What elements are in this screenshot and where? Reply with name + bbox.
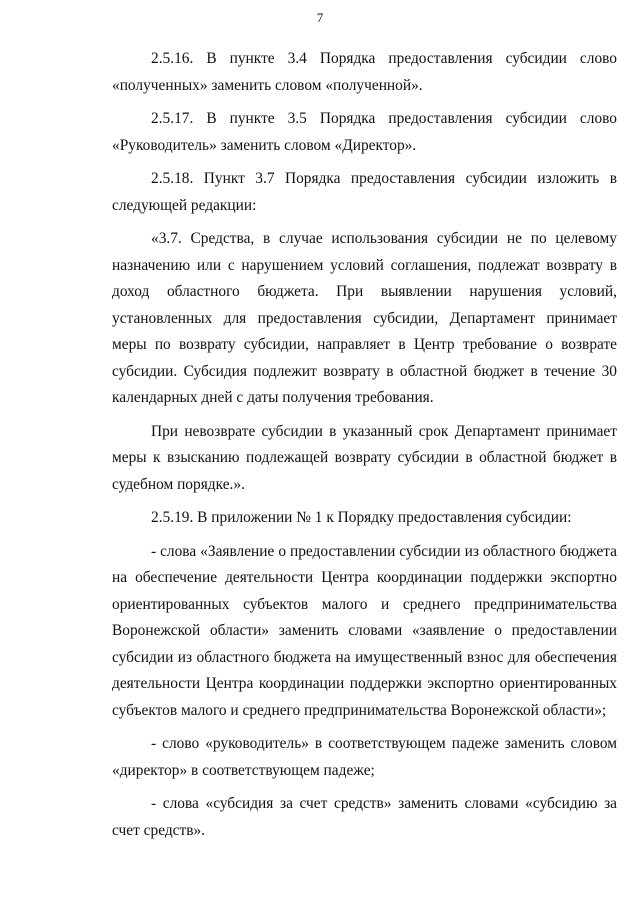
list-item-director-replacement: - слово «руководитель» в соответствующем падеже заменить словом «директор» в соответствующем падеже; (112, 735, 617, 779)
paragraph-3-7-quote: «3.7. Средства, в случае использования субсидии не по целевому назначению или с нарушением условий соглашения, подлежат возврату в доход областного бюджета. При выявлении нарушения условий, установленных для предоставления субсидии, Департамент принимает меры по возврату субсидии, направляет в Центр требование о возврате субсидии. Субсидия подлежит возврату в областной бюджет в течение 30 календарных дней с даты получения требования. (112, 230, 617, 406)
list-item-application-title: - слова «Заявление о предоставлении субсидии из областного бюджета на обеспечение деятельности Центра координации поддержки экспортно ориентированных субъектов малого и среднего предпринимательства Воронежской области» заменить словами «заявление о предоставлении субсидии из областного бюджета на имущественный взнос для обеспечения деятельности Центра координации поддержки экспортно ориентированных субъектов малого и среднего предпринимательства Воронежской области»; (112, 542, 617, 719)
paragraph-2-5-19: 2.5.19. В приложении № 1 к Порядку предоставления субсидии: (151, 509, 572, 526)
paragraph-2-5-18: 2.5.18. Пункт 3.7 Порядка предоставления субсидии изложить в следующей редакции: (112, 170, 617, 214)
paragraph-3-7-continuation: При невозврате субсидии в указанный срок Департамент принимает меры к взысканию подлежащей возврату субсидии в областной бюджет в судебном порядке.». (112, 422, 617, 493)
page-number: 7 (316, 10, 324, 25)
paragraph-2-5-16: 2.5.16. В пункте 3.4 Порядка предоставления субсидии слово «полученных» заменить словом «полученной». (112, 50, 617, 94)
document-body (112, 46, 617, 844)
list-item-subsidy-replacement: - слова «субсидия за счет средств» заменить словами «субсидию за счет средств». (112, 795, 617, 839)
paragraph-2-5-17: 2.5.17. В пункте 3.5 Порядка предоставления субсидии слово «Руководитель» заменить словом «Директор». (112, 110, 617, 154)
